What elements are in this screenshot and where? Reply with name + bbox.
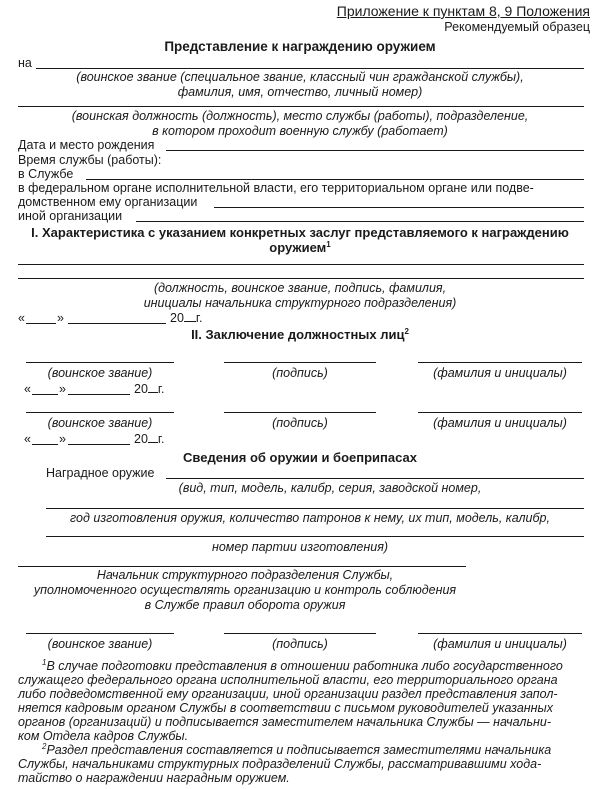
sig2-sign-hint: (подпись) [272, 416, 328, 430]
to-line [36, 68, 584, 69]
in-service-label: в Службе [18, 167, 74, 181]
sig1-year: 20 г. [134, 382, 165, 396]
sig3-name-line [418, 633, 582, 634]
service-time-label: Время службы (работы): [18, 153, 162, 167]
fed-org-label-2: домственном ему организации [18, 195, 198, 209]
sample-label: Рекомендуемый образец [444, 20, 590, 34]
to-label: на [18, 56, 32, 70]
weapon-hint-1: (вид, тип, модель, калибр, серия, заводской номер, [178, 481, 482, 495]
weapon-hint-3: номер партии изготовления) [211, 540, 389, 554]
sig3-name-hint: (фамилия и инициалы) [433, 637, 567, 651]
footnote-2-line-3: тайство о награждении наградным оружием. [18, 771, 290, 785]
fed-org-line [214, 207, 584, 208]
chief-label-3: в Службе правил оборота оружия [144, 598, 346, 612]
weapon-line-1 [166, 478, 584, 479]
weapon-title: Сведения об оружии и боеприпасах [183, 450, 417, 465]
sig2-year: 20 г. [134, 432, 165, 446]
section1-line-1 [18, 264, 584, 265]
footnote-1-line-6: ком Отдела кадров Службы. [18, 729, 189, 743]
footnote-2-line-2: Службы, начальниками структурных подразделений Службы, рассматривавшими хода- [18, 757, 542, 771]
other-org-line [136, 221, 584, 222]
sig2-sign-line [224, 412, 376, 413]
sig1-sign-line [224, 362, 376, 363]
section1-month-line [68, 323, 166, 324]
rank-hint-1: (воинское звание (специальное звание, классный чин гражданской службы), [76, 70, 524, 84]
chief-line [18, 566, 466, 567]
footnote-1-line-5: органов (организаций) и подписывается заместителем начальника Службы — начальни- [18, 715, 552, 729]
page-title: Представление к награждению оружием [164, 39, 436, 54]
weapon-line-3 [46, 536, 584, 537]
section1-day-line [26, 323, 56, 324]
footnote-1-line-2: служащего федерального органа исполнительной власти, его территориального органа [18, 673, 558, 687]
footnote-2-line-1: $^2$Раздел представления составляется и подписывается заместителями начальника [42, 742, 552, 757]
sig1-rank-line [26, 362, 174, 363]
sig3-rank-hint: (воинское звание) [47, 637, 153, 651]
section1-sign-hint-2: инициалы начальника структурного подразделения) [143, 296, 457, 310]
sig1-name-hint: (фамилия и инициалы) [433, 366, 567, 380]
section1-line-2 [18, 278, 584, 279]
footnote-1-line-4: няется кадровым органом Службы в соответствии с письмом руководителей указанных [18, 701, 553, 715]
sig2-name-line [418, 412, 582, 413]
footnote-1-line-1: $^1$В случае подготовки представления в отношении работника либо государственного [42, 658, 563, 673]
chief-label-1: Начальник структурного подразделения Службы, [96, 568, 394, 582]
weapon-label: Наградное оружие [46, 466, 155, 480]
in-service-line [86, 179, 584, 180]
section1-title-2: оружием$^1$ [269, 240, 331, 255]
sig2-day-line [32, 444, 58, 445]
position-line [18, 106, 584, 107]
other-org-label: иной организации [18, 209, 123, 223]
section1-sign-hint-1: (должность, воинское звание, подпись, фамилия, [153, 281, 447, 295]
section1-title-1: I. Характеристика с указанием конкретных заслуг представляемого к награждению [31, 225, 569, 240]
fed-org-label-1: в федеральном органе исполнительной власти, его территориальном органе или подве- [18, 181, 534, 195]
rank-hint-2: фамилия, имя, отчество, личный номер) [177, 85, 423, 99]
appendix-reference: Приложение к пунктам 8, 9 Положения [336, 3, 590, 19]
sig1-month-line [68, 394, 130, 395]
sig1-date-open: « [24, 382, 31, 396]
sig2-date-open: « [24, 432, 31, 446]
footnote-1-line-3: либо подведомственной ему организации, иной организации раздел представления запол- [18, 687, 558, 701]
sig2-month-line [68, 444, 130, 445]
sig2-rank-line [26, 412, 174, 413]
weapon-hint-2: год изготовления оружия, количество патронов к нему, их тип, модель, калибр, [70, 511, 550, 525]
birth-label: Дата и место рождения [18, 138, 155, 152]
section2-title: II. Заключение должностных лиц$^2$ [191, 327, 409, 342]
position-hint-2: в котором проходит военную службу (работает) [152, 124, 448, 138]
sig2-rank-hint: (воинское звание) [47, 416, 153, 430]
sig1-rank-hint: (воинское звание) [47, 366, 153, 380]
sig2-date-close: » [59, 432, 66, 446]
sig1-sign-hint: (подпись) [272, 366, 328, 380]
birth-line [166, 150, 584, 151]
sig3-rank-line [26, 633, 174, 634]
weapon-line-2 [46, 508, 584, 509]
sig1-name-line [418, 362, 582, 363]
sig3-sign-line [224, 633, 376, 634]
sig2-name-hint: (фамилия и инициалы) [433, 416, 567, 430]
sig1-day-line [32, 394, 58, 395]
section1-year: 20 г. [170, 311, 203, 325]
position-hint-1: (воинская должность (должность), место службы (работы), подразделение, [71, 109, 529, 123]
chief-label-2: уполномоченного осуществлять организацию и контроль соблюдения [33, 583, 457, 597]
section1-date-open: « [18, 311, 25, 325]
sig3-sign-hint: (подпись) [272, 637, 328, 651]
sig1-date-close: » [59, 382, 66, 396]
section1-date-close: » [57, 311, 64, 325]
